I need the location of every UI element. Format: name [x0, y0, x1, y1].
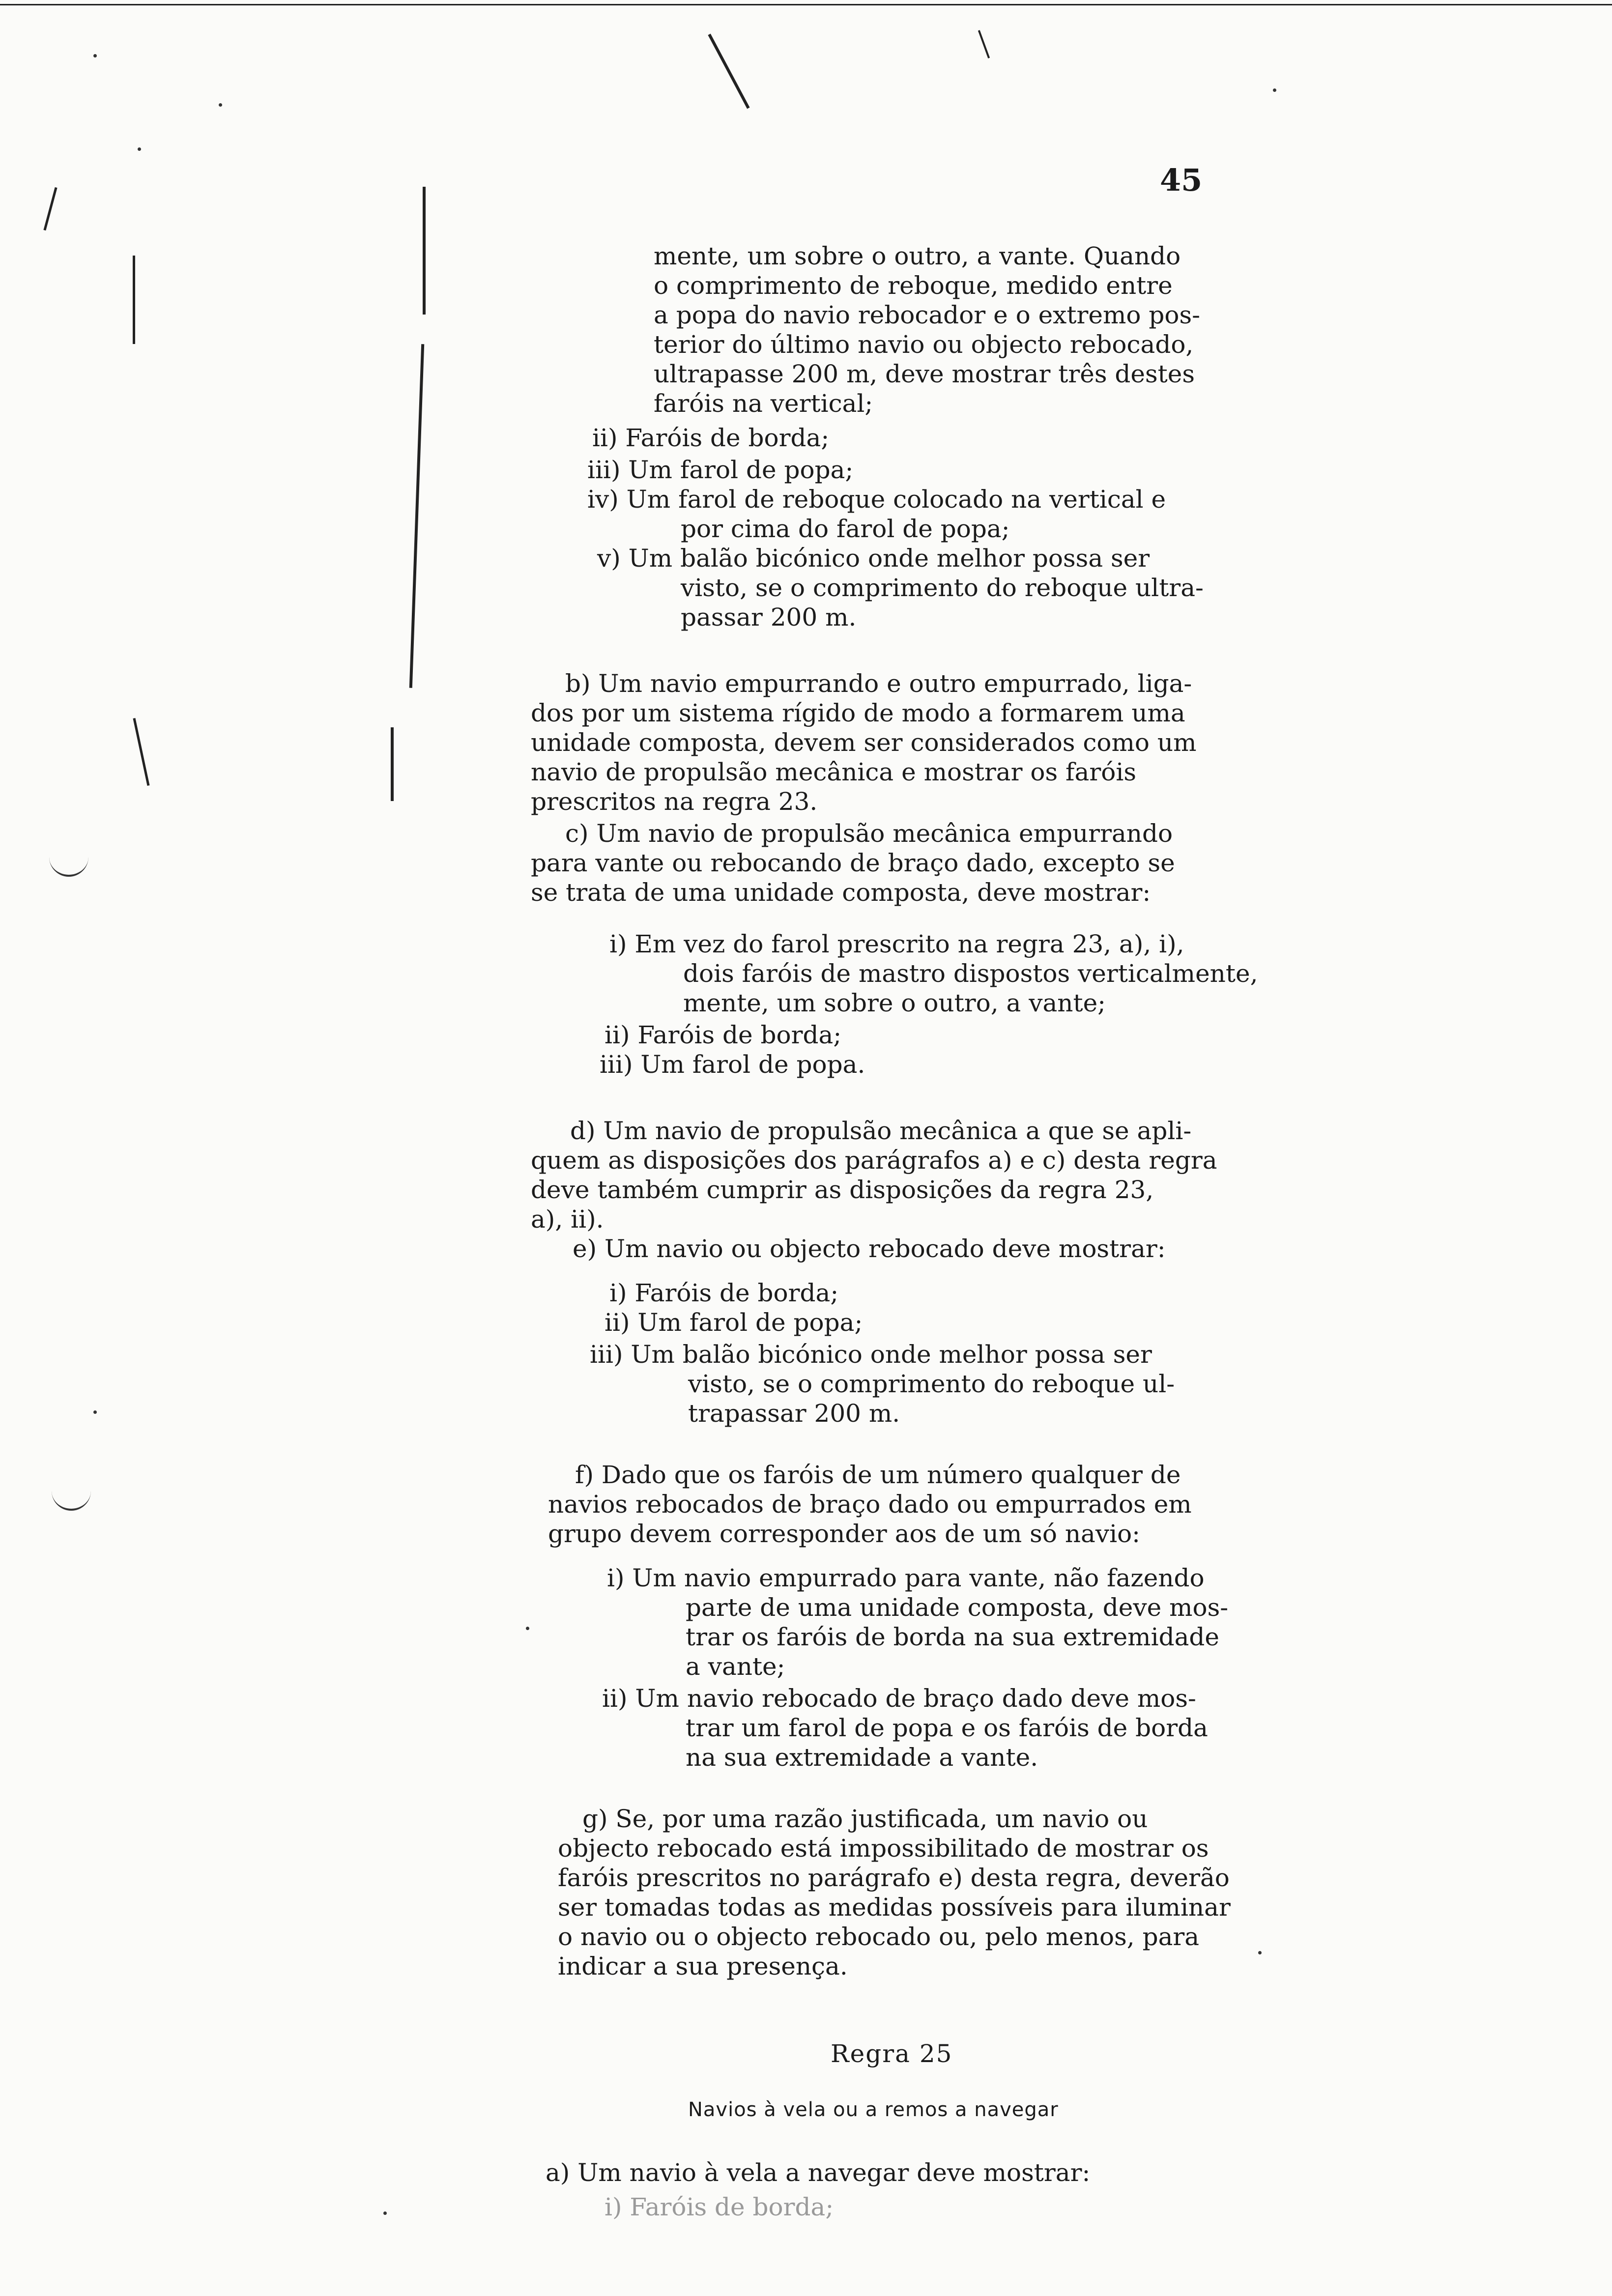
paragraph-e-line: e) Um navio ou objecto rebocado deve mostrar:	[573, 1234, 1166, 1263]
scan-artifact-line	[43, 187, 57, 230]
list-item: i) Em vez do farol prescrito na regra 23, a), i),	[609, 930, 1184, 958]
list-item: iii) Um farol de popa;	[587, 456, 854, 484]
paragraph-g-line: indicar a sua presença.	[558, 1952, 848, 1980]
text-line: trar os faróis de borda na sua extremidade	[686, 1623, 1219, 1651]
paragraph-c-line: se trata de uma unidade composta, deve mostrar:	[531, 878, 1151, 907]
list-item: iii) Um farol de popa.	[600, 1050, 865, 1079]
list-item: v) Um balão bicónico onde melhor possa ser	[597, 544, 1150, 573]
paragraph-d-line: d) Um navio de propulsão mecânica a que se apli-	[570, 1117, 1192, 1145]
text-line: ultrapasse 200 m, deve mostrar três destes	[654, 360, 1195, 388]
paragraph-f-line: navios rebocados de braço dado ou empurrados em	[548, 1490, 1192, 1519]
paragraph-b-line: unidade composta, devem ser considerados como um	[531, 728, 1197, 757]
scan-speck	[219, 103, 222, 107]
list-item: i) Um navio empurrado para vante, não fazendo	[607, 1564, 1205, 1592]
scan-artifact-line	[409, 344, 424, 688]
text-line: a popa do navio rebocador e o extremo pos-	[654, 301, 1201, 329]
text-line: faróis na vertical;	[654, 389, 873, 418]
scan-artifact-line	[978, 30, 990, 58]
paragraph-g-line: faróis prescritos no parágrafo e) desta regra, deverão	[558, 1864, 1230, 1892]
list-item: ii) Faróis de borda;	[604, 1021, 842, 1049]
scan-speck	[1273, 88, 1276, 92]
paragraph-c-line: para vante ou rebocando de braço dado, excepto se	[531, 849, 1175, 877]
paragraph-b-line: navio de propulsão mecânica e mostrar os faróis	[531, 758, 1137, 786]
scan-artifact-curve	[52, 1479, 91, 1511]
text-line: trapassar 200 m.	[688, 1399, 900, 1428]
list-item: iv) Um farol de reboque colocado na vertical e	[587, 485, 1166, 514]
paragraph-d-line: a), ii).	[531, 1205, 604, 1234]
paragraph-b-line: dos por um sistema rígido de modo a formarem uma	[531, 699, 1185, 727]
page-number: 45	[1160, 162, 1203, 198]
paragraph-a-line: a) Um navio à vela a navegar deve mostrar:	[546, 2158, 1091, 2187]
scan-artifact-line	[133, 718, 150, 786]
text-line: por cima do farol de popa;	[681, 515, 1010, 543]
list-item: ii) Faróis de borda;	[592, 424, 830, 452]
scan-speck	[93, 1410, 97, 1414]
text-line: parte de uma unidade composta, deve mos-	[686, 1593, 1229, 1622]
paragraph-g-line: ser tomadas todas as medidas possíveis para iluminar	[558, 1893, 1231, 1922]
scan-speck	[93, 54, 97, 57]
paragraph-d-line: quem as disposições dos parágrafos a) e c) desta regra	[531, 1146, 1217, 1175]
list-item: ii) Um navio rebocado de braço dado deve mos-	[602, 1684, 1196, 1713]
scan-artifact-line	[133, 256, 135, 344]
text-line: visto, se o comprimento do reboque ultra-	[681, 574, 1204, 602]
paragraph-g-line: o navio ou o objecto rebocado ou, pelo menos, para	[558, 1923, 1200, 1951]
list-item: iii) Um balão bicónico onde melhor possa ser	[590, 1340, 1152, 1369]
scan-speck	[1258, 1951, 1262, 1954]
rule-subheading: Navios à vela ou a remos a navegar	[688, 2098, 1059, 2121]
text-line: dois faróis de mastro dispostos verticalmente,	[683, 959, 1258, 988]
text-line: mente, um sobre o outro, a vante. Quando	[654, 242, 1181, 270]
paragraph-b-line: prescritos na regra 23.	[531, 787, 818, 816]
paragraph-d-line: deve também cumprir as disposições da regra 23,	[531, 1176, 1154, 1204]
rule-heading: Regra 25	[831, 2039, 953, 2068]
scan-artifact-line	[0, 4, 1612, 5]
text-line: o comprimento de reboque, medido entre	[654, 271, 1173, 300]
scan-artifact-line	[391, 727, 394, 801]
text-line: passar 200 m.	[681, 603, 857, 631]
paragraph-c-line: c) Um navio de propulsão mecânica empurrando	[565, 819, 1173, 848]
text-line: terior do último navio ou objecto rebocado,	[654, 330, 1194, 359]
list-item: ii) Um farol de popa;	[604, 1308, 863, 1337]
scan-artifact-line	[423, 187, 426, 315]
paragraph-f-line: grupo devem corresponder aos de um só navio:	[548, 1520, 1141, 1548]
scan-artifact-line	[708, 34, 749, 109]
text-line: na sua extremidade a vante.	[686, 1743, 1038, 1772]
text-line: a vante;	[686, 1652, 785, 1681]
paragraph-b-line: b) Um navio empurrando e outro empurrado, liga-	[565, 669, 1192, 698]
scan-speck	[526, 1627, 529, 1630]
paragraph-g-line: g) Se, por uma razão justificada, um navio ou	[582, 1805, 1148, 1833]
paragraph-g-line: objecto rebocado está impossibilitado de mostrar os	[558, 1834, 1209, 1863]
paragraph-f-line: f) Dado que os faróis de um número qualquer de	[575, 1461, 1181, 1489]
faded-list-item: i) Faróis de borda;	[604, 2193, 834, 2221]
scan-speck	[383, 2211, 387, 2215]
text-line: trar um farol de popa e os faróis de borda	[686, 1714, 1208, 1742]
list-item: i) Faróis de borda;	[609, 1279, 839, 1307]
text-line: visto, se o comprimento do reboque ul-	[688, 1370, 1175, 1398]
scan-artifact-curve	[49, 845, 88, 877]
text-line: mente, um sobre o outro, a vante;	[683, 989, 1106, 1017]
scan-speck	[138, 147, 141, 151]
